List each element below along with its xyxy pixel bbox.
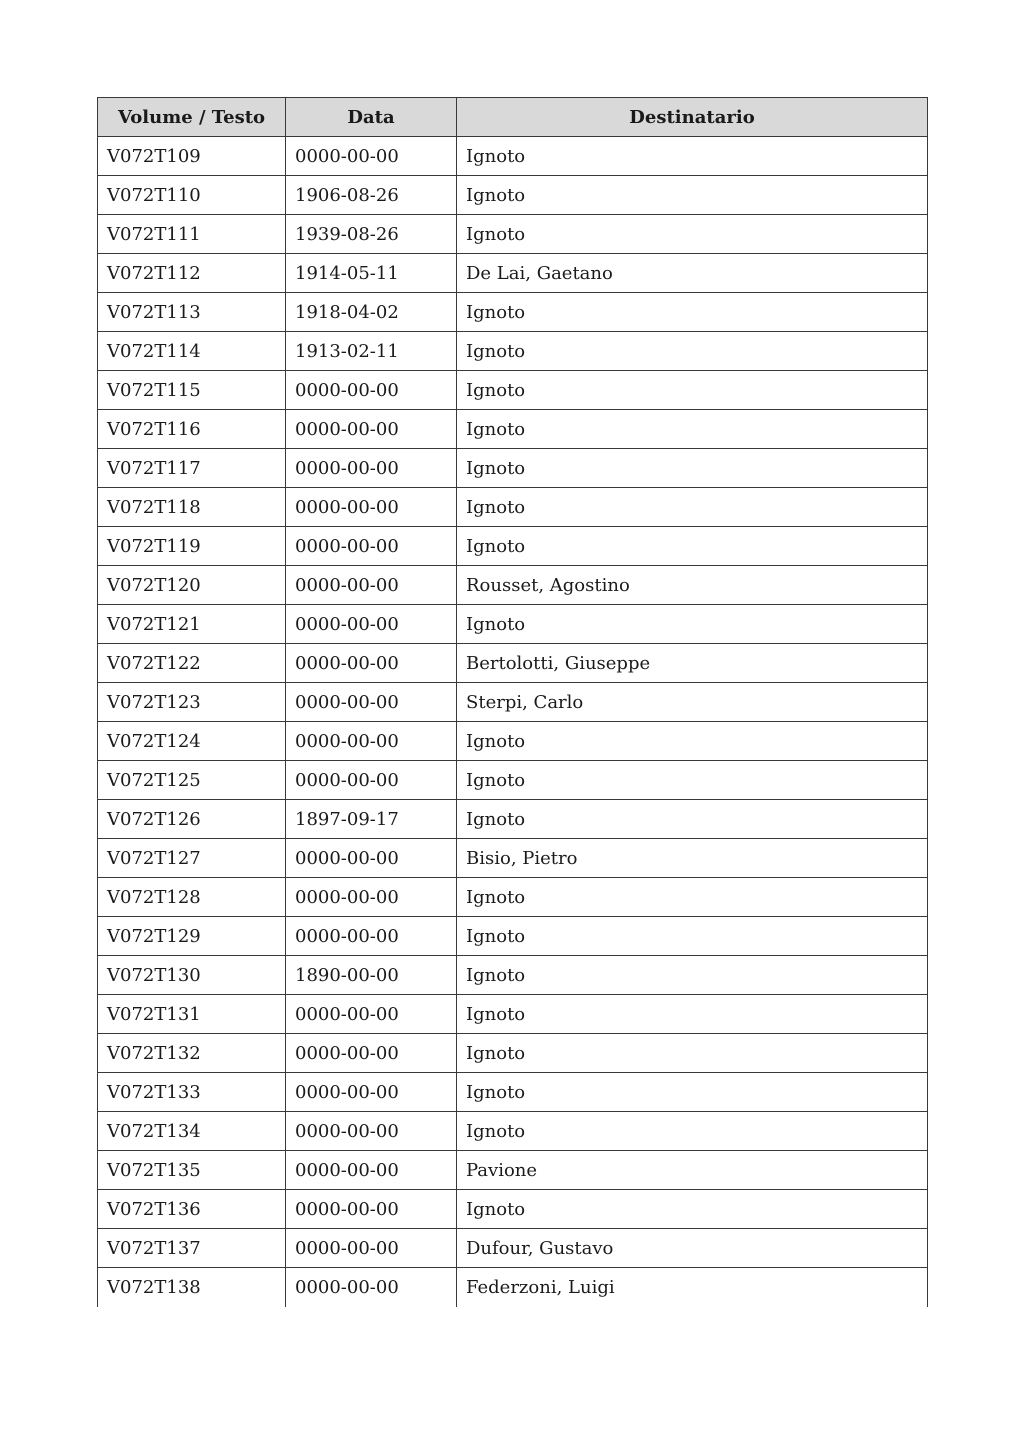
cell-volume-testo: V072T114 [98, 332, 286, 371]
cell-volume-testo: V072T118 [98, 488, 286, 527]
cell-volume-testo: V072T116 [98, 410, 286, 449]
cell-data: 0000-00-00 [286, 644, 457, 683]
cell-volume-testo: V072T123 [98, 683, 286, 722]
cell-data: 1913-02-11 [286, 332, 457, 371]
cell-destinatario: Ignoto [457, 527, 928, 566]
cell-destinatario: Ignoto [457, 605, 928, 644]
cell-data: 0000-00-00 [286, 722, 457, 761]
cell-destinatario: Ignoto [457, 215, 928, 254]
cell-data: 0000-00-00 [286, 527, 457, 566]
cell-volume-testo: V072T124 [98, 722, 286, 761]
cell-volume-testo: V072T117 [98, 449, 286, 488]
cell-data: 0000-00-00 [286, 1151, 457, 1190]
cell-destinatario: Ignoto [457, 995, 928, 1034]
cell-data: 0000-00-00 [286, 917, 457, 956]
cell-destinatario: Ignoto [457, 878, 928, 917]
cell-destinatario: Ignoto [457, 800, 928, 839]
cell-volume-testo: V072T137 [98, 1229, 286, 1268]
cell-destinatario: Ignoto [457, 1190, 928, 1229]
cell-data: 0000-00-00 [286, 1229, 457, 1268]
cell-volume-testo: V072T134 [98, 1112, 286, 1151]
cell-data: 0000-00-00 [286, 1034, 457, 1073]
header-destinatario: Destinatario [457, 98, 928, 137]
cell-volume-testo: V072T128 [98, 878, 286, 917]
header-row [98, 98, 928, 137]
table-row [98, 917, 928, 956]
letters-table [97, 97, 928, 1307]
table-row [98, 995, 928, 1034]
cell-volume-testo: V072T113 [98, 293, 286, 332]
cell-data: 1914-05-11 [286, 254, 457, 293]
cell-data: 0000-00-00 [286, 410, 457, 449]
cell-destinatario: De Lai, Gaetano [457, 254, 928, 293]
table-row [98, 1268, 928, 1307]
cell-volume-testo: V072T131 [98, 995, 286, 1034]
table-header [98, 98, 928, 137]
cell-volume-testo: V072T109 [98, 137, 286, 176]
cell-data: 0000-00-00 [286, 878, 457, 917]
cell-data: 0000-00-00 [286, 683, 457, 722]
cell-data: 1906-08-26 [286, 176, 457, 215]
cell-data: 1939-08-26 [286, 215, 457, 254]
table-row [98, 605, 928, 644]
cell-destinatario: Bertolotti, Giuseppe [457, 644, 928, 683]
header-data: Data [286, 98, 457, 137]
table-row [98, 722, 928, 761]
cell-volume-testo: V072T110 [98, 176, 286, 215]
cell-data: 0000-00-00 [286, 449, 457, 488]
table-row [98, 1190, 928, 1229]
cell-destinatario: Dufour, Gustavo [457, 1229, 928, 1268]
table-row [98, 176, 928, 215]
table-row [98, 1229, 928, 1268]
cell-volume-testo: V072T133 [98, 1073, 286, 1112]
cell-volume-testo: V072T120 [98, 566, 286, 605]
cell-volume-testo: V072T119 [98, 527, 286, 566]
cell-data: 0000-00-00 [286, 839, 457, 878]
table-row [98, 215, 928, 254]
cell-destinatario: Ignoto [457, 1073, 928, 1112]
cell-destinatario: Ignoto [457, 1034, 928, 1073]
cell-volume-testo: V072T130 [98, 956, 286, 995]
cell-data: 0000-00-00 [286, 1268, 457, 1307]
table-row [98, 683, 928, 722]
cell-destinatario: Federzoni, Luigi [457, 1268, 928, 1307]
table-row [98, 449, 928, 488]
cell-volume-testo: V072T111 [98, 215, 286, 254]
cell-data: 0000-00-00 [286, 761, 457, 800]
table-row [98, 137, 928, 176]
cell-data: 0000-00-00 [286, 371, 457, 410]
table-row [98, 254, 928, 293]
cell-destinatario: Ignoto [457, 371, 928, 410]
cell-volume-testo: V072T127 [98, 839, 286, 878]
table-row [98, 839, 928, 878]
cell-destinatario: Bisio, Pietro [457, 839, 928, 878]
cell-destinatario: Ignoto [457, 917, 928, 956]
cell-destinatario: Pavione [457, 1151, 928, 1190]
cell-destinatario: Ignoto [457, 137, 928, 176]
table-row [98, 293, 928, 332]
cell-volume-testo: V072T136 [98, 1190, 286, 1229]
cell-volume-testo: V072T135 [98, 1151, 286, 1190]
cell-data: 1890-00-00 [286, 956, 457, 995]
cell-data: 0000-00-00 [286, 1112, 457, 1151]
cell-data: 0000-00-00 [286, 137, 457, 176]
table-row [98, 527, 928, 566]
table-row [98, 371, 928, 410]
table-row [98, 332, 928, 371]
cell-destinatario: Ignoto [457, 410, 928, 449]
table-row [98, 410, 928, 449]
cell-destinatario: Ignoto [457, 176, 928, 215]
table-row [98, 1112, 928, 1151]
table-row [98, 1034, 928, 1073]
table-row [98, 1073, 928, 1112]
cell-data: 0000-00-00 [286, 995, 457, 1034]
cell-destinatario: Ignoto [457, 1112, 928, 1151]
cell-volume-testo: V072T138 [98, 1268, 286, 1307]
cell-destinatario: Ignoto [457, 332, 928, 371]
table-row [98, 956, 928, 995]
table-row [98, 1151, 928, 1190]
cell-volume-testo: V072T132 [98, 1034, 286, 1073]
cell-data: 0000-00-00 [286, 488, 457, 527]
table-row [98, 761, 928, 800]
cell-destinatario: Ignoto [457, 293, 928, 332]
table-row [98, 878, 928, 917]
cell-data: 0000-00-00 [286, 566, 457, 605]
header-volume-testo: Volume / Testo [98, 98, 286, 137]
cell-data: 0000-00-00 [286, 605, 457, 644]
cell-destinatario: Ignoto [457, 956, 928, 995]
cell-destinatario: Ignoto [457, 722, 928, 761]
cell-data: 0000-00-00 [286, 1190, 457, 1229]
cell-destinatario: Ignoto [457, 488, 928, 527]
table-row [98, 800, 928, 839]
cell-volume-testo: V072T112 [98, 254, 286, 293]
cell-data: 1918-04-02 [286, 293, 457, 332]
cell-volume-testo: V072T125 [98, 761, 286, 800]
cell-volume-testo: V072T122 [98, 644, 286, 683]
table-row [98, 644, 928, 683]
table-row [98, 488, 928, 527]
cell-volume-testo: V072T121 [98, 605, 286, 644]
cell-volume-testo: V072T115 [98, 371, 286, 410]
cell-destinatario: Ignoto [457, 449, 928, 488]
cell-data: 0000-00-00 [286, 1073, 457, 1112]
cell-destinatario: Rousset, Agostino [457, 566, 928, 605]
table-body [98, 137, 928, 1307]
cell-data: 1897-09-17 [286, 800, 457, 839]
cell-volume-testo: V072T126 [98, 800, 286, 839]
table-row [98, 566, 928, 605]
cell-destinatario: Ignoto [457, 761, 928, 800]
cell-destinatario: Sterpi, Carlo [457, 683, 928, 722]
cell-volume-testo: V072T129 [98, 917, 286, 956]
